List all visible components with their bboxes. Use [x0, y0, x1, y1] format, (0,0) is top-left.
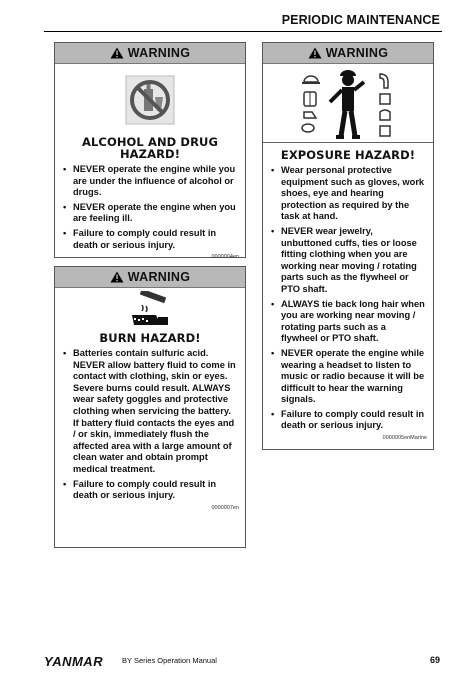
list-item: • Failure to comply could result in death or serious injury.: [271, 409, 425, 432]
manual-title: BY Series Operation Manual: [122, 656, 217, 665]
no-alcohol-icon: [125, 75, 175, 125]
hazard-title: ALCOHOL AND DRUG HAZARD!: [81, 135, 219, 161]
message-code: 0000004en: [211, 254, 239, 261]
list-item: • NEVER operate the engine while you are under the influence of alcohol or drugs.: [63, 164, 237, 199]
brand-logo: YANMAR: [44, 654, 104, 669]
page-number: 69: [429, 655, 440, 665]
list-item: • Failure to comply could result in death or serious injury.: [63, 228, 237, 251]
protective-equipment-icon: [288, 68, 408, 142]
message-code: 0000005enMarine: [382, 435, 427, 442]
warning-triangle-icon: [308, 47, 322, 59]
warning-triangle-icon: [110, 47, 124, 59]
alcohol-hazard-warning-box: [54, 42, 246, 261]
warning-header: [55, 267, 245, 288]
exposure-hazard-warning-box: [262, 42, 434, 450]
warning-label: WARNING: [127, 270, 191, 284]
warning-label: WARNING: [325, 46, 389, 60]
hazard-items: [55, 348, 245, 502]
list-item: • ALWAYS tie back long hair when you are working near moving / rotating parts such as a flywheel or PTO shaft.: [271, 299, 425, 345]
list-item: • NEVER operate the engine while wearing a headset to listen to music or radio because it will be difficult to hear the warning signals.: [271, 348, 425, 406]
warning-triangle-icon: [110, 271, 124, 283]
hazard-title: EXPOSURE HAZARD!: [280, 148, 416, 162]
hazard-title: BURN HAZARD!: [99, 331, 201, 345]
battery-acid-burn-icon: [128, 291, 172, 329]
warning-header: [55, 43, 245, 64]
header-rule: [44, 31, 442, 32]
hazard-items: [263, 165, 433, 432]
list-item: • Failure to comply could result in death or serious injury.: [63, 479, 237, 502]
list-item: • NEVER wear jewelry, unbuttoned cuffs, ties or loose fitting clothing when you are working near moving / rotating parts such as the flywheel or PTO shaft.: [271, 226, 425, 296]
burn-hazard-warning-box: [54, 266, 246, 548]
message-code: 0000007en: [211, 504, 239, 511]
list-item: • Wear personal protective equipment such as gloves, work shoes, eye and hearing protection as required by the task at hand.: [271, 165, 425, 223]
hazard-items: [55, 164, 245, 251]
list-item: • Batteries contain sulfuric acid. NEVER allow battery fluid to come in contact with clothing, skin or eyes. Severe burns could result. ALWAYS wear safety goggles and protective clothing when servicing the battery. If battery fluid contacts the eyes and / or skin, immediately flush the affected area with a large amount of clean water and obtain prompt medical treatment.: [63, 348, 237, 476]
warning-label: WARNING: [127, 46, 191, 60]
page-header-title: PERIODIC MAINTENANCE: [281, 13, 440, 27]
list-item: • NEVER operate the engine when you are feeling ill.: [63, 202, 237, 225]
warning-header: [263, 43, 433, 64]
